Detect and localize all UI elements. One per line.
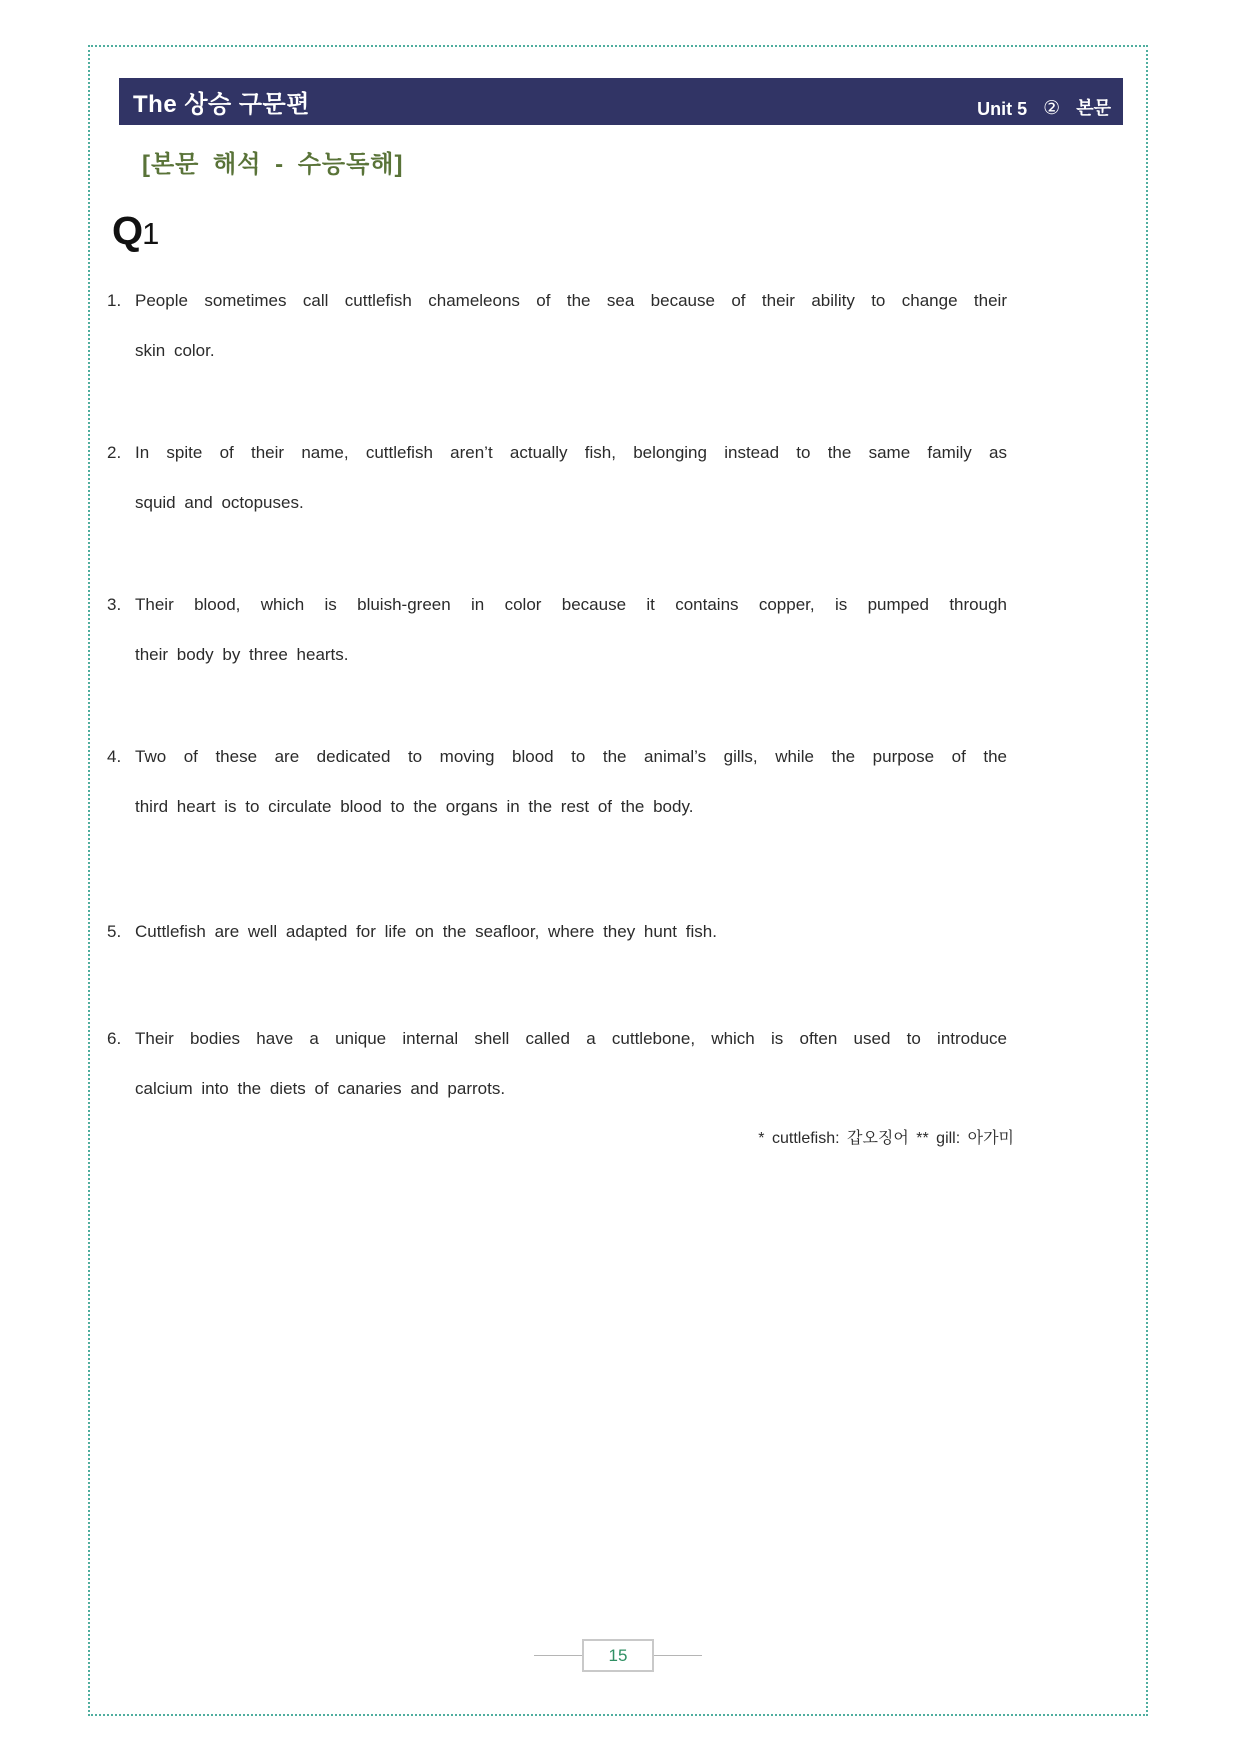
question-number: 1 <box>142 216 160 251</box>
page-number-area <box>90 1639 1146 1672</box>
sentence-line: Their blood, which is bluish-green in color because it contains copper, is pumped through <box>135 595 1007 614</box>
sentence-item-2 <box>107 428 1007 528</box>
section-title: [본문 해석 - 수능독해] <box>142 151 404 178</box>
sentence-line: Their bodies have a unique internal shell called a cuttlebone, which is often used to introduce <box>135 1029 1007 1048</box>
sentence-number: 1. <box>107 291 122 310</box>
header-bar <box>119 78 1123 125</box>
sentence-number: 6. <box>107 1029 122 1048</box>
sentence-lines <box>135 580 1007 680</box>
sentence-line: third heart is to circulate blood to the organs in the rest of the body. <box>135 797 694 816</box>
header-unit-info <box>977 78 1123 125</box>
sentence-item-3 <box>107 580 1007 680</box>
sentence-item-4 <box>107 732 1007 832</box>
circled-2-badge: ② <box>1043 98 1061 119</box>
sentence-line: In spite of their name, cuttlefish aren’t actually fish, belonging instead to the same family as <box>135 443 1007 462</box>
sentence-lines <box>135 907 1007 957</box>
sentence-line: People sometimes call cuttlefish chameleons of the sea because of their ability to change their <box>135 291 1007 310</box>
sentence-lines <box>135 276 1007 376</box>
page-number-right-rule <box>654 1655 702 1656</box>
book-title: The 상승 구문편 <box>133 91 310 118</box>
sentence-lines <box>135 732 1007 832</box>
unit-label: Unit 5 <box>977 99 1028 119</box>
sentence-lines <box>135 428 1007 528</box>
sentence-number: 4. <box>107 747 122 766</box>
sentence-number: 3. <box>107 595 122 614</box>
vocabulary-footnote: * cuttlefish: 갑오징어 ** gill: 아가미 <box>758 1130 1014 1147</box>
page-number: 15 <box>608 1645 628 1665</box>
sentence-line: skin color. <box>135 341 215 360</box>
sentence-number: 5. <box>107 922 122 941</box>
page-number-box <box>582 1639 654 1672</box>
sentence-number: 2. <box>107 443 122 462</box>
page-number-left-rule <box>534 1655 582 1656</box>
unit-section-label: 본문 <box>1076 98 1111 118</box>
sentence-lines <box>135 1014 1007 1114</box>
sentence-line: calcium into the diets of canaries and parrots. <box>135 1079 506 1098</box>
sentence-item-1 <box>107 276 1007 376</box>
sentence-line: Two of these are dedicated to moving blood to the animal’s gills, while the purpose of the <box>135 747 1007 766</box>
question-letter: Q <box>112 209 143 253</box>
sentence-item-5 <box>107 907 1007 957</box>
sentence-line: squid and octopuses. <box>135 493 304 512</box>
sentence-list <box>107 276 1007 1114</box>
sentence-line: Cuttlefish are well adapted for life on the seafloor, where they hunt fish. <box>135 922 717 941</box>
sentence-item-6 <box>107 1014 1007 1114</box>
page-border <box>88 45 1148 1716</box>
sentence-line: their body by three hearts. <box>135 645 349 664</box>
question-label <box>112 209 1146 262</box>
